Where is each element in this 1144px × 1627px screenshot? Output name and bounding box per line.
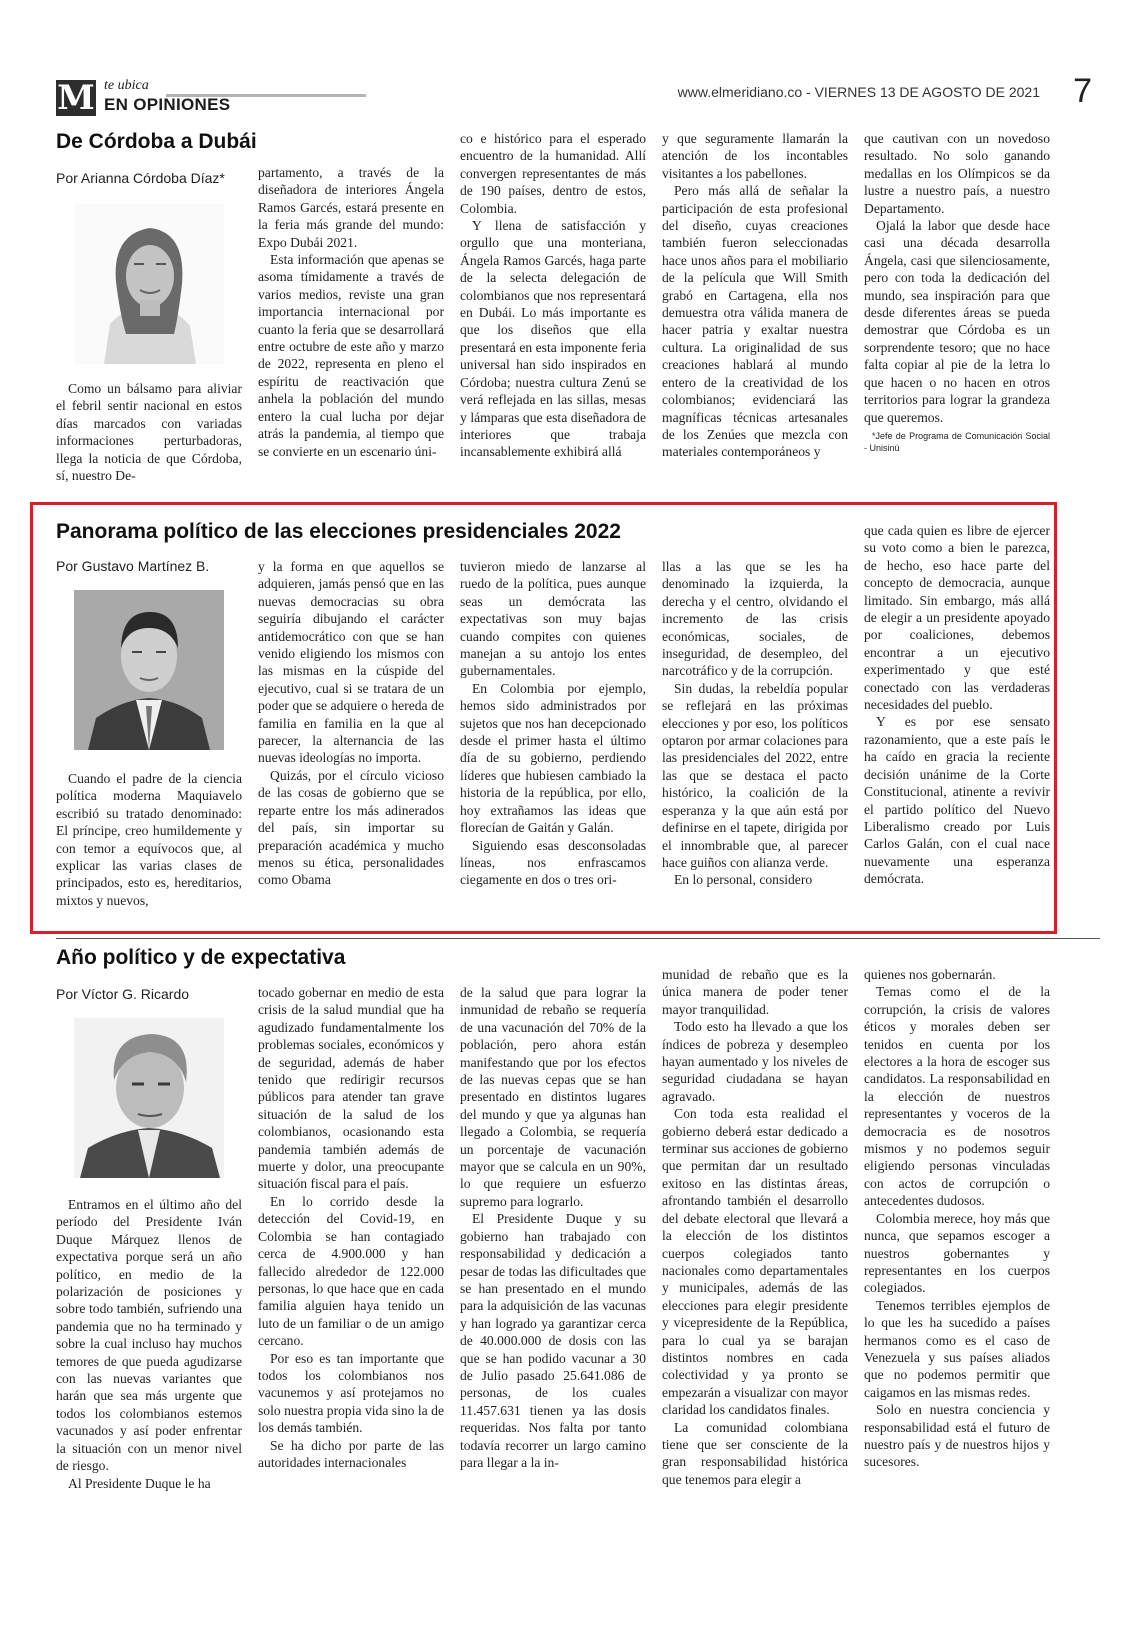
paragraph: Solo en nuestra conciencia y responsabilidad está el futuro de nuestro país y de nuestros hijos y sucesores. bbox=[864, 1402, 1050, 1470]
tagline: te ubica bbox=[104, 78, 149, 93]
newspaper-logo: M bbox=[57, 78, 95, 118]
paragraph: que cada quien es libre de ejercer su voto como a bien le parezca, de hecho, eso hace parte del concepto de democracia, aunque limitado. Sin embargo, más allá de elegir a un presidente apoyado por coaliciones, debemos encontrar a un ejecutivo experimentado y que esté conectado con las verdaderas necesidades del pueblo. bbox=[864, 523, 1050, 713]
article-column-3 bbox=[460, 558, 646, 914]
paragraph: Por eso es tan importante que todos los colombianos nos vacunemos y así protejamos no solo nuestra propia vida sino la de los demás también. bbox=[258, 1350, 444, 1436]
paragraph: munidad de rebaño que es la única manera de poder tener mayor tranquilidad. bbox=[662, 967, 848, 1017]
article-column-4 bbox=[662, 966, 848, 1606]
paragraph: Con toda esta realidad el gobierno deberá estar dedicado a terminar sus acciones de gobierno que permitan dar un resultado exitoso en las distintas áreas, afrontando también el desarrollo del debate electoral que llevará a la elección de los distintos cuerpos colegiados tanto nacionales como departamentales y municipales, además de las elecciones para elegir presidente y vicepresidente de la República, para lo cual ya se barajan distintos nombres en cada colectividad y ya pronto se empezarán a visualizar con mayor claridad los candidatos finales. bbox=[662, 1106, 848, 1418]
paragraph: En lo personal, considero bbox=[674, 872, 813, 888]
paragraph: tocado gobernar en medio de esta crisis de la salud mundial que ha agudizado fundamentalmente los problemas sociales, económicos y de seguridad, además de haber tenido que redirigir recursos públicos para atender tan grave situación de la salud de los colombianos, ocasionando esta pandemia también además de muerte y dolor, una preocupante situación fiscal para el país. bbox=[258, 985, 444, 1192]
paragraph: Sin dudas, la rebeldía popular se reflejará en las próximas elecciones y por eso, los políticos optaron por armar colaciones para las presidenciales del 2022, entre las que se destaca el pacto histórico, la coalición de la esperanza y la que aún está por definirse en el tapete, dirigida por el innombrable que, al parecer hace guiños con alianza verde. bbox=[662, 680, 848, 870]
paragraph: Al Presidente Duque le ha bbox=[68, 1475, 211, 1491]
paragraph: Colombia merece, hoy más que nunca, que sepamos escoger a nuestros gobernantes y representantes en los cuerpos colegiados. bbox=[864, 1210, 1050, 1296]
paragraph: Y llena de satisfacción y orgullo que una monteriana, Ángela Ramos Garcés, haga parte de la selecta delegación de colombianos que nos representará en Dubái. Lo más importante es que los diseños que ella presentará en esta imponente feria universal han sido inspirados en Córdoba; nuestra cultura Zenú se verá reflejada en las sillas, mesas y lámparas que esta diseñadora de interiores que trabaja incansablemente exhibirá allá bbox=[460, 218, 646, 460]
paragraph: Ojalá la labor que desde hace casi una década desarrolla Ángela, casi que silenciosamente, pero con toda la dedicación del mundo, sea inspiración para que desde diferentes áreas se pueda demostrar que Córdoba es un sorprendente tesoro; que no hace falta copiar al pie de la letra lo que hacen o no hacen en otros territorios para lograr la grandeza que queremos. bbox=[864, 218, 1050, 425]
paragraph: co e histórico para el esperado encuentro de la humanidad. Allí convergen representantes de más de 190 países, dentro de estos, Colombia. bbox=[460, 131, 646, 216]
paragraph: Como un bálsamo para aliviar el febril sentir nacional en estos días marcados con variadas informaciones perturbadoras, llega la noticia de que Córdoba, sí, nuestro De- bbox=[56, 381, 242, 484]
dateline: www.elmeridiano.co - VIERNES 13 DE AGOSTO DE 2021 bbox=[677, 84, 1040, 100]
author-photo bbox=[74, 590, 224, 750]
paragraph: En Colombia por ejemplo, hemos sido administrados por sujetos que nos han decepcionado desde el primer hasta el último día de su gobierno, perdiendo líderes que hubiesen cambiado la historia de la república, por ello, hoy extrañamos las ideas que florecían de Gaitán y Galán. bbox=[460, 680, 646, 836]
article-column-4 bbox=[662, 130, 848, 494]
author-photo bbox=[74, 204, 224, 364]
paragraph: llas a las que se les ha denominado la izquierda, la derecha y el centro, olvidando el incremento de las crisis económicas, sociales, de inseguridad, de desempleo, del narcotráfico y de la corrupción. bbox=[662, 559, 848, 679]
section-title: EN OPINIONES bbox=[104, 95, 231, 114]
paragraph: Esta información que apenas se asoma tímidamente a través de varios medios, reviste una gran importancia internacional por cuanto la feria que se desarrollará entre octubre de este año y marzo de 2022, representa en pleno el espíritu de reactivación que anhela la población del mundo entero la cual lucha por dejar atrás la pandemia, al tiempo que se convierte en un escenario úni- bbox=[258, 252, 444, 459]
section-divider bbox=[56, 938, 1100, 939]
article-column-2 bbox=[258, 558, 444, 914]
author-footnote: *Jefe de Programa de Comunicación Social - Unisinú bbox=[864, 430, 1050, 453]
paragraph: partamento, a través de la diseñadora de interiores Ángela Ramos Garcés, estará presente en la feria más grande del mundo: Expo Dubái 2021. bbox=[258, 165, 444, 250]
paragraph: Todo esto ha llevado a que los índices de pobreza y desempleo hayan aumentado y los niveles de seguridad ciudadana se hayan agravado. bbox=[662, 1019, 848, 1104]
article-title: De Córdoba a Dubái bbox=[56, 130, 257, 153]
article-ano-politico bbox=[56, 946, 1100, 1606]
paragraph: Pero más allá de señalar la participación de esta profesional del diseño, cuyas creaciones también fueron seleccionadas hace unos años para el mobiliario de la película que Will Smith grabó en Cartagena, ella nos demuestra otra válida manera de hacer patria y exaltar nuestra cultura. La originalidad de sus creaciones hablará al mundo entero de la creatividad de los colombianos; evidenciará las magníficas técnicas artesanales de los Zenúes que mezcla con materiales contemporáneos y bbox=[662, 183, 848, 460]
paragraph: que cautivan con un novedoso resultado. No solo ganando medallas en los Olímpicos se da lustre a nuestro país, a nuestro Departamento. bbox=[864, 131, 1050, 216]
article-column-3 bbox=[460, 130, 646, 494]
article-byline: Por Gustavo Martínez B. bbox=[56, 558, 210, 574]
page-number: 7 bbox=[1073, 72, 1092, 110]
paragraph: Y es por ese sensato razonamiento, que a este país le ha caído en gracia la reciente decisión unánime de la Corte Constitucional, atinente a revivir el partido político del Nuevo Liberalismo creado por Luis Carlos Galán, con el cual nace nuevamente una esperanza demócrata. bbox=[864, 714, 1050, 887]
paragraph: Siguiendo esas desconsoladas líneas, nos enfrascamos ciegamente en dos o tres ori- bbox=[460, 837, 646, 888]
paragraph: En lo corrido desde la detección del Covid-19, en Colombia se han contagiado cerca de 4.900.000 y han fallecido alrededor de 122.000 personas, lo que hace que en cada familia alguien haya tenido un luto de un familiar o de un amigo cercano. bbox=[258, 1193, 444, 1349]
article-column-5 bbox=[864, 522, 1050, 914]
article-panorama-politico bbox=[56, 520, 1100, 920]
paragraph: y la forma en que aquellos se adquieren, jamás pensó que en las nuevas democracias su obra seguiría dibujando el carácter antidemocrático con que se han venido eligiendo los mismos con las mismas en la cúspide del ejecutivo, cual si se tratara de un poder que se adquiere o hereda de familia en familia en la que al parecer, la alternancia de las nuevas ideologías no importa. bbox=[258, 559, 444, 766]
article-byline: Por Víctor G. Ricardo bbox=[56, 986, 190, 1002]
article-column-3 bbox=[460, 984, 646, 1606]
paragraph: La comunidad colombiana tiene que ser consciente de la gran responsabilidad histórica que tenemos para elegir a bbox=[662, 1419, 848, 1487]
paragraph: de la salud que para lograr la inmunidad de rebaño se requería de una vacunación del 70% de la población, pero ahora están manifestando que por los efectos de las nuevas cepas que se han presentado en distintos lugares del mundo y que ya algunas han llegado a Colombia, se requería un porcentaje de vacunación mayor que se calcula en un 90%, lo que requiere un esfuerzo supremo para lograrlo. bbox=[460, 985, 646, 1209]
paragraph: El Presidente Duque y su gobierno han trabajado con responsabilidad y dedicación a pesar de todas las dificultades que se han presentado en el mundo para la adquisición de las vacunas y han logrado ya garantizar cerca de 40.000.000 de dosis con las que se han podido vacunar a 30 de Julio pasado 25.641.086 de personas, de los cuales 11.457.631 tienen ya las dosis requeridas. Nos falta por tanto todavía recorrer un largo camino para llegar a la in- bbox=[460, 1211, 646, 1470]
article-title: Panorama político de las elecciones presidenciales 2022 bbox=[56, 520, 621, 543]
article-de-cordoba-a-dubai bbox=[56, 130, 1100, 492]
article-column-1 bbox=[56, 380, 242, 494]
article-column-5 bbox=[864, 130, 1050, 494]
paragraph: Quizás, por el círculo vicioso de las cosas de gobierno que se reparte entre los más adinerados del país, sin importar su preparación académica y mucho menos su ética, personalidades como Obama bbox=[258, 767, 444, 888]
article-column-1 bbox=[56, 770, 242, 910]
paragraph: Tenemos terribles ejemplos de lo que les ha sucedido a países hermanos como es el caso de Venezuela y sus países aliados que no podemos permitir que caigamos en las mismas redes. bbox=[864, 1297, 1050, 1400]
article-column-2 bbox=[258, 984, 444, 1606]
paragraph: Cuando el padre de la ciencia política moderna Maquiavelo escribió su tratado denominado: El príncipe, creo humildemente y con temor a equívocos que, al explicar las varias clases de principados, esto es, hereditarios, mixtos y nuevos, bbox=[56, 771, 242, 908]
article-column-4 bbox=[662, 558, 848, 914]
paragraph: Se ha dicho por parte de las autoridades internacionales bbox=[258, 1437, 444, 1470]
article-column-1 bbox=[56, 1196, 242, 1606]
paragraph: tuvieron miedo de lanzarse al ruedo de la política, pues aunque seas un demócrata las expectativas son muy bajas cuando compites con quienes manejan a su antojo los entes gubernamentales. bbox=[460, 559, 646, 679]
article-column-2 bbox=[258, 164, 444, 494]
masthead bbox=[56, 72, 1100, 120]
author-photo bbox=[74, 1018, 224, 1178]
article-byline: Por Arianna Córdoba Díaz* bbox=[56, 170, 225, 186]
article-title: Año político y de expectativa bbox=[56, 946, 346, 969]
paragraph: Entramos en el último año del período del Presidente Iván Duque Márquez llenos de expectativa porque será un año político, en medio de la polarización de posiciones y sobre todo también, sufriendo una pandemia que no ha terminado y sobre la cual incluso hay muchos temores de que pueda agudizarse con las nuevas variantes que harán que sea más urgente que todos los colombianos estemos vacunados y así poder enfrentar la situación con un menor nivel de riesgo. bbox=[56, 1197, 242, 1474]
paragraph: Temas como el de la corrupción, la crisis de valores éticos y morales deben ser tenidos en cuenta por los electores a la hora de escoger sus candidatos. La responsabilidad en la elección de nuestros representantes y voceros de la democracia es de nosotros mismos y no podemos seguir eligiendo personas vinculadas con actos de corrupción o antecedentes dudosos. bbox=[864, 984, 1050, 1209]
paragraph: y que seguramente llamarán la atención de los incontables visitantes a los pabellones. bbox=[662, 131, 848, 181]
article-column-5 bbox=[864, 966, 1050, 1606]
paragraph: quienes nos gobernarán. bbox=[864, 967, 996, 982]
